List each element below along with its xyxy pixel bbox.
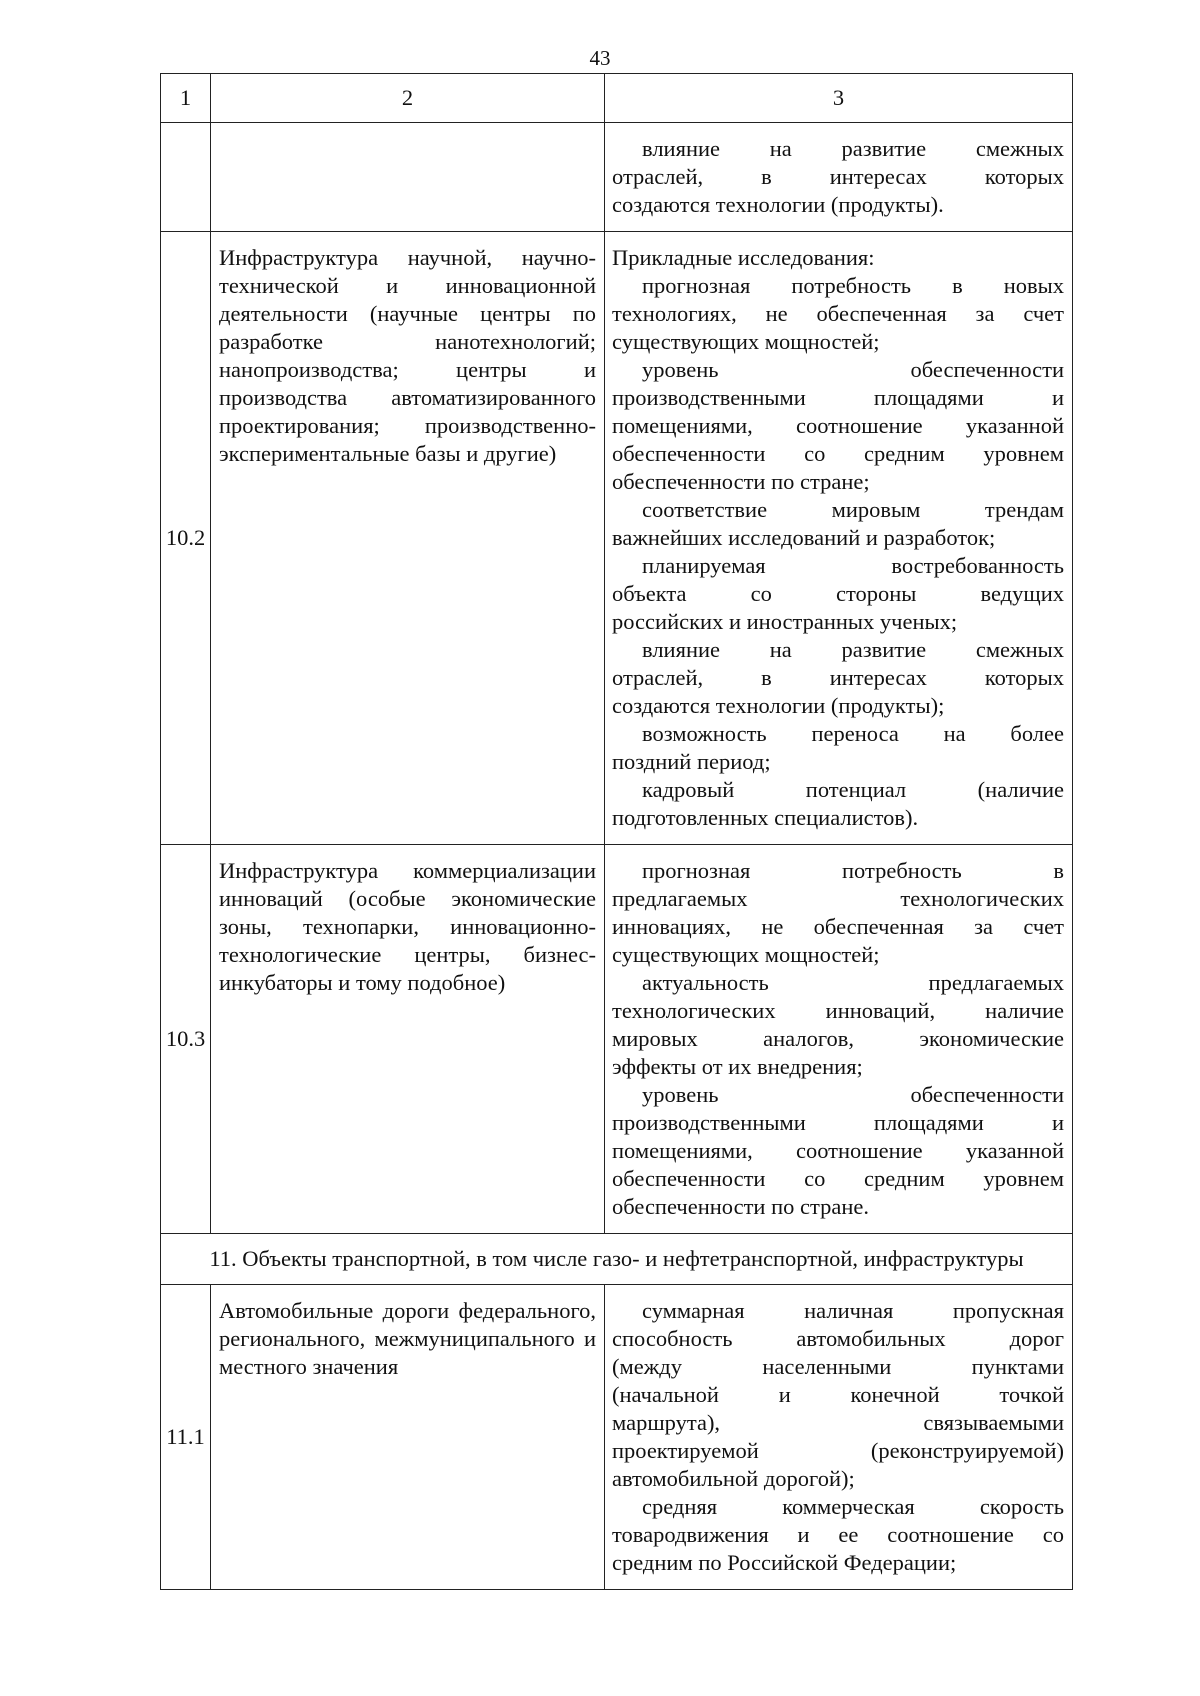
table-row-10-3	[161, 845, 1073, 1234]
text-line: инкубаторы и тому подобное)	[219, 970, 506, 995]
text-line: объекта со стороны ведущих	[612, 581, 1064, 606]
object-cell	[211, 123, 605, 232]
text-line: инноваций (особые экономические	[219, 886, 596, 911]
text-line: автомобильной дорогой);	[612, 1466, 855, 1491]
text-line: обеспеченности со средним уровнем	[612, 1166, 1064, 1191]
text-line: российских и иностранных ученых;	[612, 609, 958, 634]
text-line: проектируемой (реконструируемой)	[612, 1438, 1064, 1463]
text-line: создаются технологии (продукты).	[612, 192, 944, 217]
text-line: товародвижения и ее соотношение со	[612, 1522, 1064, 1547]
criteria-item	[612, 969, 1064, 1081]
text-line: мировых аналогов, экономические	[612, 1026, 1064, 1051]
text-line: технологических инноваций, наличие	[612, 998, 1064, 1023]
text-line: предлагаемых технологических	[612, 886, 1064, 911]
text-line: кадровый потенциал (наличие	[642, 777, 1064, 802]
text-line: производственными площадями и	[612, 385, 1064, 410]
criteria-item	[612, 857, 1064, 969]
text-line: возможность переноса на более	[642, 721, 1064, 746]
text-line: технической и инновационной	[219, 273, 596, 298]
text-line: местного значения	[219, 1354, 399, 1379]
text-line: экспериментальные базы и другие)	[219, 441, 557, 466]
text-line: Автомобильные дороги федерального,	[219, 1298, 596, 1323]
text-line: способность автомобильных дорог	[612, 1326, 1064, 1351]
object-description	[211, 845, 605, 1234]
text-line: разработке нанотехнологий;	[219, 329, 596, 354]
text-line: отраслей, в интересах которых	[612, 164, 1064, 189]
header-col-2: 2	[211, 74, 605, 123]
text-line: зоны, технопарки, инновационно-	[219, 914, 596, 939]
criteria-item	[612, 552, 1064, 636]
criteria-item	[612, 1081, 1064, 1221]
criteria-cell	[605, 123, 1073, 232]
text-line: производства автоматизированного	[219, 385, 596, 410]
text-line: помещениями, соотношение указанной	[612, 1138, 1064, 1163]
text-line: регионального, межмуниципального и	[219, 1326, 596, 1351]
header-col-1: 1	[161, 74, 211, 123]
text-line: создаются технологии (продукты);	[612, 693, 945, 718]
criteria-item	[612, 356, 1064, 496]
header-row	[161, 74, 1073, 123]
header-col-3: 3	[605, 74, 1073, 123]
text-line: соответствие мировым трендам	[642, 497, 1064, 522]
text-line: эффекты от их внедрения;	[612, 1054, 863, 1079]
text-line: нанопроизводства; центры и	[219, 357, 596, 382]
text-line: обеспеченности по стране.	[612, 1194, 869, 1219]
text-line: влияние на развитие смежных	[642, 637, 1064, 662]
text-line: обеспеченности по стране;	[612, 469, 870, 494]
text-line: планируемая востребованность	[642, 553, 1064, 578]
text-line: средняя коммерческая скорость	[642, 1494, 1064, 1519]
section-row-11	[161, 1234, 1073, 1285]
text-line: маршрута), связываемыми	[612, 1410, 1064, 1435]
text-line: уровень обеспеченности	[642, 1082, 1064, 1107]
text-line: Инфраструктура научной, научно-	[219, 245, 596, 270]
text-line: прогнозная потребность в	[642, 858, 1064, 883]
text-line: поздний период;	[612, 749, 771, 774]
row-number: 11.1	[161, 1285, 211, 1590]
page-number: 43	[589, 46, 611, 70]
row-number: 10.3	[161, 845, 211, 1234]
text-line: (начальной и конечной точкой	[612, 1382, 1064, 1407]
criteria-item	[612, 244, 1064, 272]
table-row-11-1	[161, 1285, 1073, 1590]
text-line: технологические центры, бизнес-	[219, 942, 596, 967]
object-description	[211, 232, 605, 845]
text-line: средним по Российской Федерации;	[612, 1550, 957, 1575]
row-number: 10.2	[161, 232, 211, 845]
criteria-item	[612, 272, 1064, 356]
text-line: существующих мощностей;	[612, 329, 880, 354]
criteria-list	[605, 1285, 1073, 1590]
text-line: прогнозная потребность в новых	[642, 273, 1064, 298]
text-line: производственными площадями и	[612, 1110, 1064, 1135]
text-line: уровень обеспеченности	[642, 357, 1064, 382]
text-line: помещениями, соотношение указанной	[612, 413, 1064, 438]
criteria-list	[605, 232, 1073, 845]
criteria-paragraph	[612, 135, 1064, 219]
table-row-continuation	[161, 123, 1073, 232]
text-line: деятельности (научные центры по	[219, 301, 596, 326]
text-line: инновациях, не обеспеченная за счет	[612, 914, 1064, 939]
criteria-item	[612, 720, 1064, 776]
text-line: существующих мощностей;	[612, 942, 880, 967]
criteria-item	[612, 776, 1064, 832]
text-line: отраслей, в интересах которых	[612, 665, 1064, 690]
criteria-item	[612, 496, 1064, 552]
text-line: проектирования; производственно-	[219, 413, 596, 438]
section-heading: 11. Объекты транспортной, в том числе газо- и нефтетранспортной, инфраструктуры	[161, 1234, 1073, 1285]
object-description	[211, 1285, 605, 1590]
row-number-cell	[161, 123, 211, 232]
text-line: влияние на развитие смежных	[642, 136, 1064, 161]
text-line: (между населенными пунктами	[612, 1354, 1064, 1379]
criteria-item	[612, 1493, 1064, 1577]
text-line: Инфраструктура коммерциализации	[219, 858, 596, 883]
text-line: важнейших исследований и разработок;	[612, 525, 996, 550]
table-row-10-2	[161, 232, 1073, 845]
text-line: суммарная наличная пропускная	[642, 1298, 1064, 1323]
criteria-list	[605, 845, 1073, 1234]
text-line: подготовленных специалистов).	[612, 805, 919, 830]
criteria-item	[612, 1297, 1064, 1493]
text-line: Прикладные исследования:	[612, 245, 875, 270]
text-line: обеспеченности со средним уровнем	[612, 441, 1064, 466]
text-line: технологиях, не обеспеченная за счет	[612, 301, 1064, 326]
text-line: актуальность предлагаемых	[642, 970, 1064, 995]
criteria-item	[612, 636, 1064, 720]
criteria-table	[160, 73, 1073, 1590]
